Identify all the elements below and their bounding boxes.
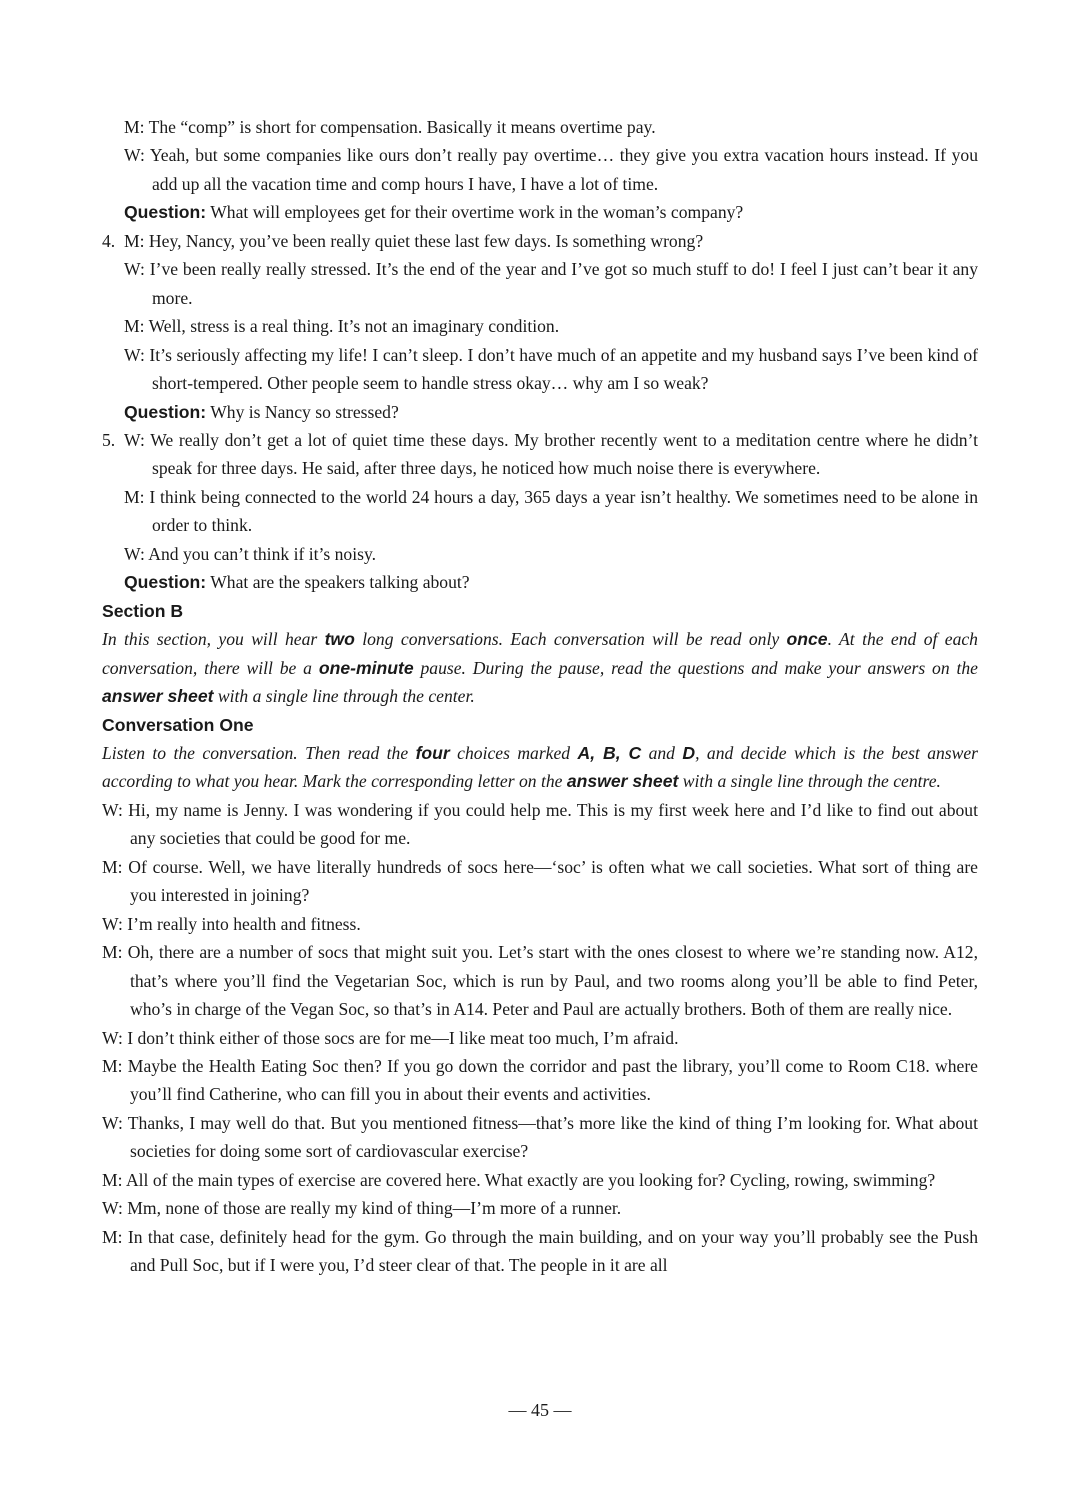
dialogue-line (102, 426, 978, 483)
question-line (102, 198, 978, 226)
dialogue-line: M: Of course. Well, we have literally hundreds of socs here—‘soc’ is often what we call societies. What sort of thing are you interested in joining? (102, 856, 978, 906)
item-number: 5. (102, 429, 116, 450)
section-instructions: In this section, you will hear two long conversations. Each conversation will be read only once. At the end of each conversation, there will be a one-minute pause. During the pause, read the questions and make your answers on the answer sheet with a single line through the center. (102, 629, 978, 707)
dialogue-line (102, 227, 978, 255)
dialogue-line: W: It’s seriously affecting my life! I can’t sleep. I don’t have much of an appetite and my husband says I’ve been kind of short-tempered. Other people seem to handle stress okay… why am I so weak? (124, 344, 978, 394)
dialogue-line: M: In that case, definitely head for the gym. Go through the main building, and on your way you’ll probably see the Push and Pull Soc, but if I were you, I’d steer clear of that. The people in it are all (102, 1226, 978, 1276)
dialogue-line: M: The “comp” is short for compensation. Basically it means overtime pay. (124, 117, 656, 137)
dialogue-line: M: Well, stress is a real thing. It’s not an imaginary condition. (124, 316, 560, 337)
question-line (102, 398, 978, 426)
dialogue-line: M: I think being connected to the world 24 hours a day, 365 days a year isn’t healthy. We sometimes need to be alone in order to think. (124, 486, 978, 536)
dialogue-text: M: Hey, Nancy, you’ve been really quiet these last few days. Is something wrong? (124, 230, 704, 251)
question-label: Question: (124, 572, 207, 593)
dialogue-line: W: Yeah, but some companies like ours don’t really pay overtime… they give you extra vacation hours instead. If you add up all the vacation time and comp hours I have, I have a lot of time. (124, 145, 978, 194)
dialogue-line: W: Mm, none of those are really my kind of thing—I’m more of a runner. (102, 1198, 622, 1219)
dialogue-line: W: Thanks, I may well do that. But you mentioned fitness—that’s more like the kind of thing I’m looking for. What about societies for doing some sort of cardiovascular exercise? (102, 1112, 978, 1162)
page-number: — 45 — (508, 1400, 572, 1420)
page-body (102, 113, 978, 1280)
conversation-instructions: Listen to the conversation. Then read the four choices marked A, B, C and D, and decide which is the best answer according to what you hear. Mark the corresponding letter on the answer sheet with a single line through the centre. (102, 742, 979, 792)
dialogue-line: W: Hi, my name is Jenny. I was wondering if you could help me. This is my first week here and I’d like to find out about any societies that could be good for me. (102, 799, 978, 849)
dialogue-text: W: We really don’t get a lot of quiet time these days. My brother recently went to a meditation centre where he didn’t speak for three days. He said, after three days, he noticed how much noise there is everywhere. (124, 429, 978, 479)
dialogue-line: M: Oh, there are a number of socs that might suit you. Let’s start with the ones closest to where we’re standing now. A12, that’s where you’ll find the Vegetarian Soc, which is run by Paul, and two rooms along you’ll be able to find Peter, who’s in charge of the Vegan Soc, so that’s in A14. Peter and Paul are actually brothers. Both of them are really nice. (102, 942, 978, 1020)
conversation-heading: Conversation One (102, 714, 254, 735)
question-text: What are the speakers talking about? (206, 572, 470, 593)
question-line (102, 568, 978, 596)
item-number: 4. (102, 230, 116, 251)
question-text: Why is Nancy so stressed? (206, 401, 399, 422)
dialogue-line: M: Maybe the Health Eating Soc then? If you go down the corridor and past the library, you’ll come to Room C18. where you’ll find Catherine, who can fill you in about their events and activities. (102, 1055, 978, 1105)
dialogue-line: W: I don’t think either of those socs are for me—I like meat too much, I’m afraid. (102, 1027, 679, 1048)
dialogue-line: M: All of the main types of exercise are covered here. What exactly are you looking for? Cycling, rowing, swimming? (102, 1169, 936, 1190)
dialogue-line: W: I’m really into health and fitness. (102, 913, 361, 934)
section-heading: Section B (102, 600, 184, 621)
question-text: What will employees get for their overtime work in the woman’s company? (206, 202, 744, 223)
question-label: Question: (124, 202, 207, 223)
dialogue-line: W: And you can’t think if it’s noisy. (124, 543, 376, 564)
question-label: Question: (124, 401, 207, 422)
dialogue-line: W: I’ve been really really stressed. It’s the end of the year and I’ve got so much stuff to do! I feel I just can’t bear it any more. (124, 259, 978, 308)
